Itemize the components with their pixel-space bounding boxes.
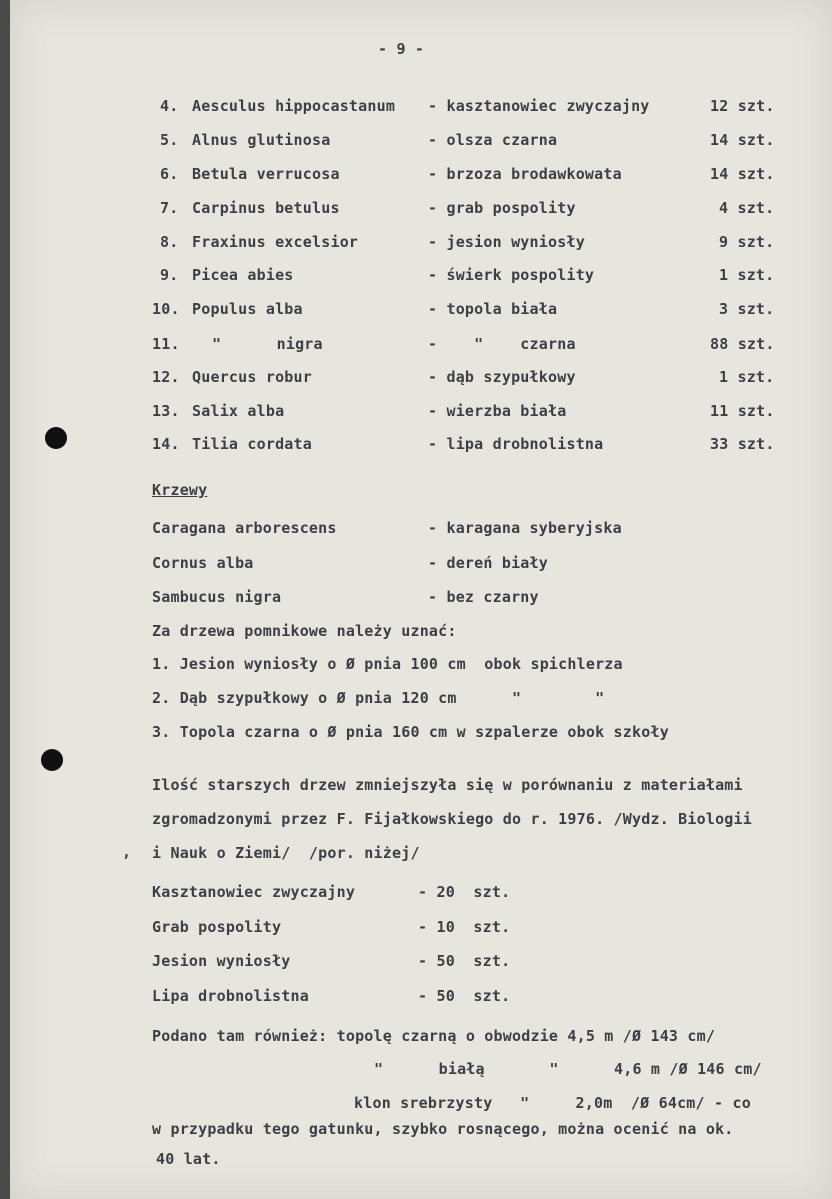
tree-polish-name: - brzoza brodawkowata: [428, 165, 622, 183]
old-count-value: - 20 szt.: [418, 883, 511, 901]
tree-count: 14 szt.: [710, 131, 775, 149]
tree-latin-name: Picea abies: [192, 266, 294, 284]
tree-latin-name: Tilia cordata: [192, 435, 312, 453]
tree-number: 5.: [160, 131, 179, 149]
tree-count: 4 szt.: [719, 199, 775, 217]
tree-number: 8.: [160, 233, 179, 251]
tree-count: 88 szt.: [710, 335, 775, 353]
old-count-name: Lipa drobnolistna: [152, 987, 309, 1005]
tree-count: 12 szt.: [710, 97, 775, 115]
page-number: - 9 -: [378, 40, 425, 58]
tree-number: 6.: [160, 165, 179, 183]
closing-line: Podano tam również: topolę czarną o obwodzie 4,5 m /Ø 143 cm/: [152, 1027, 716, 1045]
old-count-name: Grab pospolity: [152, 918, 282, 936]
tree-number: 11.: [152, 335, 180, 353]
tree-polish-name: - grab pospolity: [428, 199, 576, 217]
document-page: [10, 0, 832, 1199]
paragraph-line: zgromadzonymi przez F. Fijałkowskiego do r. 1976. /Wydz. Biologii: [152, 810, 752, 828]
tree-number: 13.: [152, 402, 180, 420]
tree-latin-name: Aesculus hippocastanum: [192, 97, 396, 115]
shrub-polish-name: - bez czarny: [428, 588, 539, 606]
tree-count: 1 szt.: [719, 368, 775, 386]
old-count-name: Jesion wyniosły: [152, 952, 291, 970]
tree-polish-name: - " czarna: [428, 335, 576, 353]
tree-polish-name: - jesion wyniosły: [428, 233, 585, 251]
tree-number: 10.: [152, 300, 180, 318]
monument-item: 3. Topola czarna o Ø pnia 160 cm w szpalerze obok szkoły: [152, 723, 669, 741]
closing-line: klon srebrzysty " 2,0m /Ø 64cm/ - co: [354, 1094, 751, 1112]
tree-count: 14 szt.: [710, 165, 775, 183]
tree-latin-name: Alnus glutinosa: [192, 131, 331, 149]
old-count-value: - 50 szt.: [418, 952, 511, 970]
tree-latin-name: Carpinus betulus: [192, 199, 340, 217]
tree-polish-name: - wierzba biała: [428, 402, 567, 420]
closing-line: " białą " 4,6 m /Ø 146 cm/: [374, 1060, 762, 1078]
tree-number: 7.: [160, 199, 179, 217]
closing-line: 40 lat.: [156, 1150, 221, 1168]
tree-count: 33 szt.: [710, 435, 775, 453]
tree-number: 4.: [160, 97, 179, 115]
tree-latin-name: Betula verrucosa: [192, 165, 340, 183]
monument-item: 1. Jesion wyniosły o Ø pnia 100 cm obok spichlerza: [152, 655, 623, 673]
tree-latin-name: Quercus robur: [192, 368, 312, 386]
shrub-polish-name: - dereń biały: [428, 554, 548, 572]
punch-hole-top: [45, 427, 67, 449]
old-count-value: - 10 szt.: [418, 918, 511, 936]
old-count-value: - 50 szt.: [418, 987, 511, 1005]
tree-latin-name: " nigra: [212, 335, 323, 353]
tree-latin-name: Salix alba: [192, 402, 285, 420]
margin-mark: ,: [122, 843, 132, 861]
shrub-polish-name: - karagana syberyjska: [428, 519, 622, 537]
paragraph-line: i Nauk o Ziemi/ /por. niżej/: [152, 844, 420, 862]
tree-polish-name: - świerk pospolity: [428, 266, 595, 284]
tree-count: 3 szt.: [719, 300, 775, 318]
punch-hole-bottom: [41, 749, 63, 771]
tree-polish-name: - lipa drobnolistna: [428, 435, 604, 453]
paragraph-line: Ilość starszych drzew zmniejszyła się w porównaniu z materiałami: [152, 776, 743, 794]
shrubs-heading: Krzewy: [152, 481, 208, 499]
tree-count: 1 szt.: [719, 266, 775, 284]
tree-count: 9 szt.: [719, 233, 775, 251]
shrub-latin-name: Cornus alba: [152, 554, 254, 572]
tree-polish-name: - olsza czarna: [428, 131, 558, 149]
tree-polish-name: - kasztanowiec zwyczajny: [428, 97, 650, 115]
tree-number: 12.: [152, 368, 180, 386]
tree-number: 14.: [152, 435, 180, 453]
tree-latin-name: Fraxinus excelsior: [192, 233, 359, 251]
old-count-name: Kasztanowiec zwyczajny: [152, 883, 356, 901]
tree-polish-name: - dąb szypułkowy: [428, 368, 576, 386]
shrub-latin-name: Sambucus nigra: [152, 588, 282, 606]
closing-line: w przypadku tego gatunku, szybko rosnącego, można ocenić na ok.: [152, 1120, 734, 1138]
tree-latin-name: Populus alba: [192, 300, 303, 318]
tree-number: 9.: [160, 266, 179, 284]
tree-count: 11 szt.: [710, 402, 775, 420]
monument-item: 2. Dąb szypułkowy o Ø pnia 120 cm " ": [152, 689, 605, 707]
monuments-intro: Za drzewa pomnikowe należy uznać:: [152, 622, 457, 640]
shrub-latin-name: Caragana arborescens: [152, 519, 337, 537]
tree-polish-name: - topola biała: [428, 300, 558, 318]
